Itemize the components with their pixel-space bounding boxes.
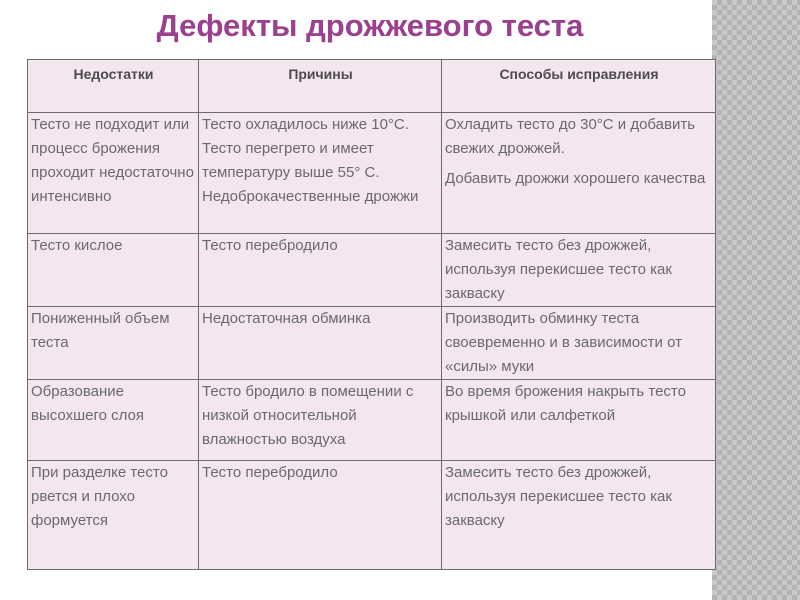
defect-cell: Тесто кислое bbox=[28, 234, 199, 307]
fix-text-secondary: Добавить дрожжи хорошего качества bbox=[445, 170, 706, 187]
fix-cell bbox=[442, 113, 716, 234]
defect-cell: При разделке тесто рвется и плохо формуется bbox=[28, 461, 199, 570]
fix-cell: Во время брожения накрыть тесто крышкой или салфеткой bbox=[442, 380, 716, 461]
defect-cell: Образование высохшего слоя bbox=[28, 380, 199, 461]
cause-cell: Тесто перебродило bbox=[199, 234, 442, 307]
fix-cell: Замесить тесто без дрожжей, используя перекисшее тесто как закваску bbox=[442, 234, 716, 307]
defect-cell: Тесто не подходит или процесс брожения проходит недостаточно интенсивно bbox=[28, 113, 199, 234]
cause-cell: Недостаточная обминка bbox=[199, 307, 442, 380]
defects-table bbox=[27, 59, 716, 570]
fix-cell: Замесить тесто без дрожжей, используя перекисшее тесто как закваску bbox=[442, 461, 716, 570]
header-defects: Недостатки bbox=[28, 60, 199, 113]
cause-cell: Тесто охладилось ниже 10°С. Тесто перегрето и имеет температуру выше 55° С. Недоброкачественные дрожжи bbox=[199, 113, 442, 234]
table-row bbox=[28, 380, 716, 461]
page-title: Дефекты дрожжевого теста bbox=[156, 8, 584, 43]
table-row bbox=[28, 461, 716, 570]
fix-cell: Производить обминку теста своевременно и в зависимости от «силы» муки bbox=[442, 307, 716, 380]
header-causes: Причины bbox=[199, 60, 442, 113]
table-row bbox=[28, 234, 716, 307]
fix-text: Охладить тесто до 30°С и добавить свежих дрожжей. bbox=[445, 116, 696, 157]
table-row bbox=[28, 307, 716, 380]
cause-cell: Тесто бродило в помещении с низкой относительной влажностью воздуха bbox=[199, 380, 442, 461]
table-header-row bbox=[28, 60, 716, 113]
side-pattern-decoration bbox=[712, 0, 800, 600]
cause-cell: Тесто перебродило bbox=[199, 461, 442, 570]
table-row bbox=[28, 113, 716, 234]
defect-cell: Пониженный объем теста bbox=[28, 307, 199, 380]
header-fixes: Способы исправления bbox=[442, 60, 716, 113]
